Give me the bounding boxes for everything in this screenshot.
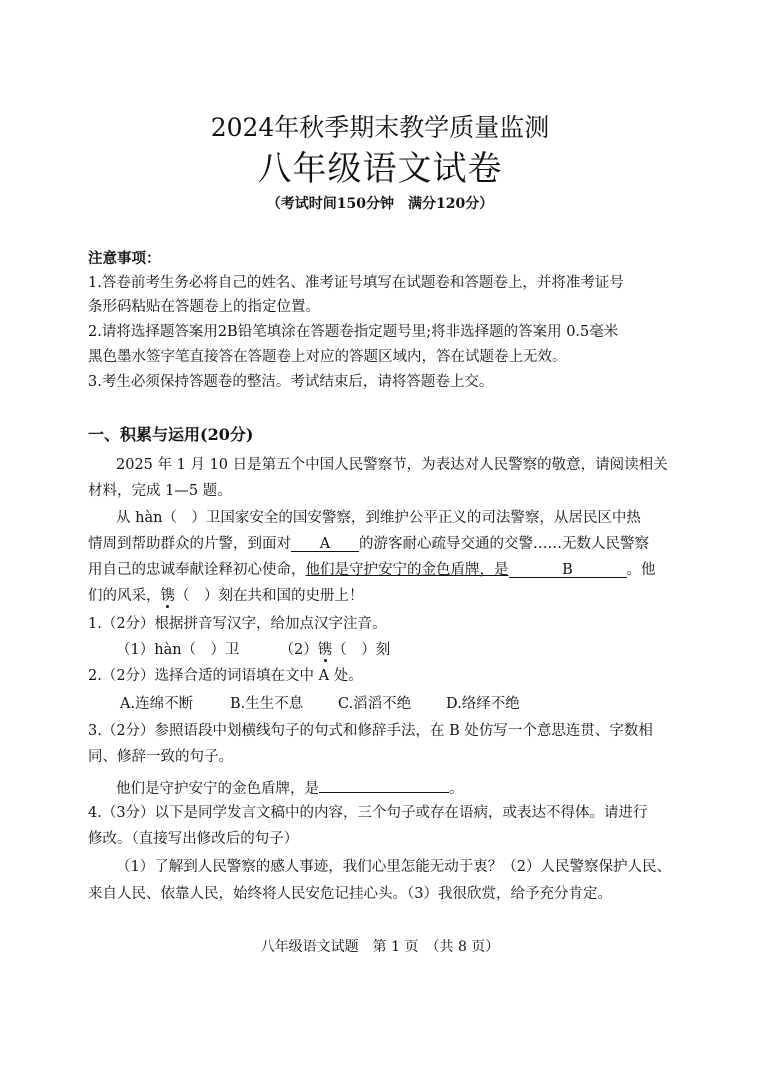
option-a: A.连绵不断 bbox=[120, 696, 194, 712]
question-1-subitems bbox=[116, 640, 390, 660]
q1-subitem-1: （1）hàn（ ）卫 bbox=[116, 642, 240, 658]
exam-title-line2: 八年级语文试卷 bbox=[257, 149, 503, 189]
question-2: 2.（2分）选择合适的词语填在文中 A 处。 bbox=[88, 668, 363, 684]
question-3-frame bbox=[116, 775, 464, 799]
frame-end: 。 bbox=[449, 781, 464, 797]
blank-b: B bbox=[509, 560, 627, 578]
passage-text: （ ）刻在共和国的史册上！ bbox=[175, 588, 364, 604]
q1-subitem-2-prefix: （2） bbox=[279, 642, 318, 658]
blank-a: A bbox=[291, 534, 359, 552]
question-3: 3.（2分）参照语段中划横线句子的句式和修辞手法，在 B 处仿写一个意思连贯、字数相 bbox=[88, 723, 653, 739]
passage-text: 们的风采， bbox=[88, 588, 161, 604]
exam-title-line1: 2024年秋季期末教学质量监测 bbox=[210, 113, 550, 142]
exam-time-score: （考试时间150分钟 满分120分） bbox=[266, 196, 494, 212]
dotted-character: 镌 bbox=[160, 588, 175, 604]
passage-text: 。他 bbox=[626, 562, 656, 578]
notes-line: 2.请将选择题答案用2B铅笔填涂在答题卷指定题号里;将非选择题的答案用 0.5毫米 bbox=[88, 324, 619, 340]
dotted-character: 镌 bbox=[317, 642, 333, 658]
passage-line bbox=[88, 560, 656, 580]
underlined-sentence: 他们是守护安宁的金色盾牌，是 bbox=[305, 562, 509, 578]
passage-text: 情周到帮助群众的片警，到面对 bbox=[88, 536, 291, 552]
notes-line: 3.考生必须保持答题卷的整洁。考试结束后，请将答题卷上交。 bbox=[88, 374, 494, 390]
answer-blank bbox=[319, 775, 449, 793]
notes-line: 条形码粘贴在答题卷上的指定位置。 bbox=[88, 299, 320, 315]
question-4: 4.（3分）以下是同学发言文稿中的内容，三个句子或存在语病，或表达不得体。请进行 bbox=[88, 805, 648, 821]
frame-text: 他们是守护安宁的金色盾牌，是 bbox=[116, 781, 319, 797]
notes-line: 1.答卷前考生务必将自己的姓名、准考证号填写在试题卷和答题卷上，并将准考证号 bbox=[88, 275, 624, 291]
q1-subitem-2-rest: （ ）刻 bbox=[332, 642, 391, 658]
page-footer: 八年级语文试题 第 1 页 （共 8 页） bbox=[260, 939, 500, 955]
passage-line bbox=[88, 586, 364, 606]
question-1: 1.（2分）根据拼音写汉字，给加点汉字注音。 bbox=[88, 616, 387, 632]
section-heading: 一、积累与运用(20分) bbox=[88, 425, 254, 444]
passage-text: 的游客耐心疏导交通的交警……无数人民警察 bbox=[359, 536, 649, 552]
question-4-sentences: 来自人民、依靠人民，始终将人民安危记挂心头。（3）我很欣赏，给予充分肯定。 bbox=[88, 886, 612, 902]
notes-line: 黑色墨水签字笔直接答在答题卷上对应的答题区域内，答在试题卷上无效。 bbox=[88, 349, 567, 365]
option-d: D.络绎不绝 bbox=[446, 696, 520, 712]
intro-line: 材料，完成 1—5 题。 bbox=[88, 483, 232, 499]
passage-line bbox=[88, 534, 649, 554]
passage-line: 从 hàn（ ）卫国家安全的国安警察，到维护公平正义的司法警察，从居民区中热 bbox=[116, 510, 641, 526]
option-b: B.生生不息 bbox=[230, 696, 304, 712]
notes-heading: 注意事项： bbox=[88, 250, 161, 267]
question-4-cont: 修改。（直接写出修改后的句子） bbox=[88, 831, 299, 847]
question-3-cont: 同、修辞一致的句子。 bbox=[88, 749, 233, 765]
passage-text: 用自己的忠诚奉献诠释初心使命， bbox=[88, 562, 306, 578]
option-c: C.滔滔不绝 bbox=[338, 696, 412, 712]
intro-line: 2025 年 1 月 10 日是第五个中国人民警察节，为表达对人民警察的敬意，请阅读相关 bbox=[116, 457, 668, 473]
question-4-sentences: （1）了解到人民警察的感人事迹，我们心里怎能无动于衷？（2）人民警察保护人民、 bbox=[116, 859, 671, 875]
question-2-options bbox=[120, 694, 520, 714]
